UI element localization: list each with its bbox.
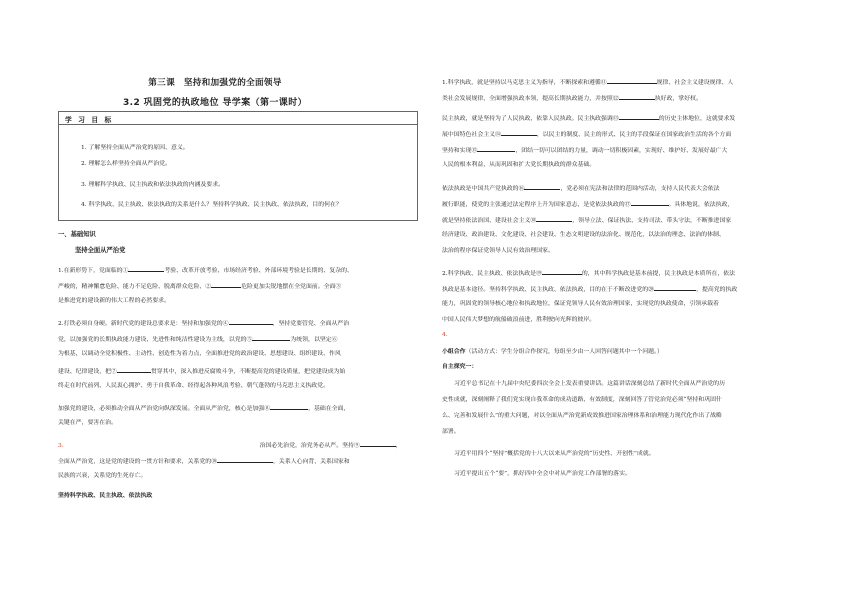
text-line: 坚持和实现⑮ ，团结一切可以团结的力量，调动一切积极因素，实现好、维护好、发展好最广大 [442, 145, 727, 155]
fill-blank[interactable] [360, 440, 396, 447]
text-line: 民主执政，就是坚持为了人民执政、依靠人民执政。民主执政强调⑬ 的历史主体地位，这就要求发 [442, 113, 735, 123]
fill-blank[interactable] [128, 265, 164, 272]
goal-item: 3. 理解科学执政、民主执政和依法执政的内涵及要求。 [81, 182, 224, 188]
fill-blank[interactable] [524, 183, 560, 190]
fill-blank[interactable] [536, 215, 572, 222]
lesson-subtitle: 3.2 巩固党的执政地位 导学案（第一课时） [122, 98, 307, 108]
text-line: 类社会发展规律，全面增强执政本领，提高长期执政能力，并按照⑫ 执好政，掌好权。 [442, 93, 702, 103]
text-line: 经济建设、政治建设、文化建设、社会建设、生态文明建设的法治化、规范化，以法治的理念、法治的体制、 [442, 232, 725, 238]
text-line: 是推进党的建设新的伟大工程的必然要求。 [58, 298, 170, 304]
list-number: 4. [442, 332, 448, 338]
fill-blank[interactable] [229, 318, 273, 325]
subsection-heading: 坚持全面从严治党 [75, 247, 126, 254]
text-line: 就是坚持依法治国、建设社会主义⑱ ，领导立法、保证执法、支持司法、带头守法，不断推进国家 [442, 215, 731, 225]
learning-goals-box [58, 111, 418, 221]
text-line: 依法执政是中国共产党执政的⑯ ，党必须在宪法和法律的范围内活动，支持人民代表大会依法 [442, 183, 720, 193]
subsection-heading: 坚持科学执政、民主执政、依法执政 [58, 493, 153, 499]
text-line: 2.科学执政、民主执政、依法执政是⑲ 的，其中科学执政是基本前提，民主执政是本质所在，依法 [442, 268, 735, 278]
text-line: 中国人民伟大梦想的航船破浪前进，胜利驶向光辉的彼岸。 [442, 317, 596, 323]
text-line: 部署。 [442, 429, 460, 435]
fill-blank[interactable] [501, 129, 537, 136]
text-line: 史性成就，深刻阐释了我们党实现自我革命的成功道路、有效制度，深刻回答了管党治党必须“坚持和巩固什 [442, 397, 722, 403]
goal-item: 1. 了解坚持全面从严治党的原因、意义。 [81, 145, 189, 151]
text-line: 展中国特色社会主义⑭ ，以民主的制度、民主的形式、民主的手段保证在国家政治生活的各个方面 [442, 129, 731, 139]
text-line: 终走在时代前列、人民衷心拥护、勇于自我革命、经得起各种风浪考验、朝气蓬勃的马克思主义执政党。 [58, 383, 329, 389]
text-line: 3. 治国必先治党，治党务必从严。坚持⑨ ， [58, 440, 402, 450]
fill-blank[interactable] [270, 403, 308, 410]
text-line: 习近平总书记在十九届中央纪委四次全会上发表重要讲话。这篇讲话深刻总结了新时代全面从严治党的历 [454, 381, 725, 387]
text-line: 1.科学执政，就是坚持以马克思主义为指导，不断探索和遵循⑪ 规律、社会主义建设规律、人 [442, 77, 733, 87]
fill-blank[interactable] [619, 113, 659, 120]
learning-goals-header: 学 习 目 标 [59, 112, 417, 125]
subsection-heading: 自主探究一： [442, 364, 478, 370]
goal-item: 4. 科学执政、民主执政、依法执政的关系是什么？坚持科学执政、民主执政、依法执政，目的何在？ [81, 202, 342, 208]
fill-blank[interactable] [211, 281, 241, 288]
text-line: 2.打铁必须自身硬。新时代党的建设总要求是：坚持和加强党的④ ，坚持党要管党、全面从严治 [58, 318, 349, 328]
fill-blank[interactable] [217, 456, 273, 463]
fill-blank[interactable] [619, 93, 655, 100]
text-line: 履行职能，使党的主张通过法定程序上升为国家意志，是党依法执政的⑰ 。具体地说，依法执政， [442, 199, 733, 209]
text-line: 习近平提出五个“要”，抓好四中全会中对从严治党工作部署的落实。 [454, 471, 631, 477]
text-line: 民族的兴衰，关系党的生死存亡。 [58, 473, 147, 479]
text-line: 1.在新形势下，党面临的① 考验、改革开放考验、市场经济考验、外部环境考验是长期的、复杂的、 [58, 265, 353, 275]
text-line: 关键在严，要害在治。 [58, 420, 117, 426]
text-line: 习近平用四个“坚持”概括党的十八大以来从严治党的“历史性、开创性”成就。 [454, 451, 655, 457]
text-line: 法治的程序保证党领导人民有效治理国家。 [442, 248, 554, 254]
text-line: 执政是基本途径。坚持科学执政、民主执政、依法执政，目的在于不断改进党的⑳ ，提高党的执政 [442, 284, 737, 294]
fill-blank[interactable] [607, 77, 657, 84]
fill-blank[interactable] [252, 334, 290, 341]
goal-item: 2. 理解怎么样坚持全面从严治党。 [81, 161, 171, 167]
text-line: 为根基，以调动全党积极性、主动性、创造性为着力点，全面推进党的政治建设、思想建设、组织建设、作风 [58, 351, 341, 357]
right-column [430, 0, 860, 607]
text-line: 加强党的建设，必须推动全面从严治党向纵深发展。全面从严治党，核心是加强⑧ ，基础在全面， [58, 403, 349, 413]
fill-blank[interactable] [654, 284, 696, 291]
fill-blank[interactable] [542, 268, 582, 275]
text-line: 党，以加强党的长期执政能力建设、先进性和纯洁性建设为主线，以党的⑤ 为统领，以坚定⑥ [58, 334, 338, 344]
text-line: 人民的根本利益，从而巩固和扩大党长期执政的群众基础。 [442, 162, 596, 168]
text-line: 么、完善和发展什么”的重大问题，对以全面从严治党新成效推进国家治理体系和治理能力现代化作出了战略 [442, 413, 722, 419]
text-line: 能力，巩固党的领导核心地位和执政地位，保证党领导人民有效治理国家，实现党的执政使命，引领承载着 [442, 301, 719, 307]
text-line: 全面从严治党，这是党的建设的一贯方针和要求，关系党的⑩ ，关系人心向背，关系国家和 [58, 456, 350, 466]
text-line: 小组合作（活动方式：学生分组合作探究，每组至少由一人回答问题其中一个问题。） [442, 349, 663, 355]
fill-blank[interactable] [631, 199, 669, 206]
lesson-title: 第三课 坚持和加强党的全面领导 [148, 78, 282, 88]
section-heading: 一、基础知识 [58, 231, 96, 238]
text-line: 严峻的，精神懈怠危险、能力不足危险、脱离群众危险、② 危险更加尖锐地摆在全党面前。全面③ [58, 281, 341, 291]
text-line: 建设、纪律建设，把⑦ 贯穿其中，深入推进反腐败斗争，不断提高党的建设质量，把党建设成为始 [58, 366, 345, 376]
fill-blank[interactable] [477, 145, 515, 152]
fill-blank[interactable] [117, 366, 151, 373]
